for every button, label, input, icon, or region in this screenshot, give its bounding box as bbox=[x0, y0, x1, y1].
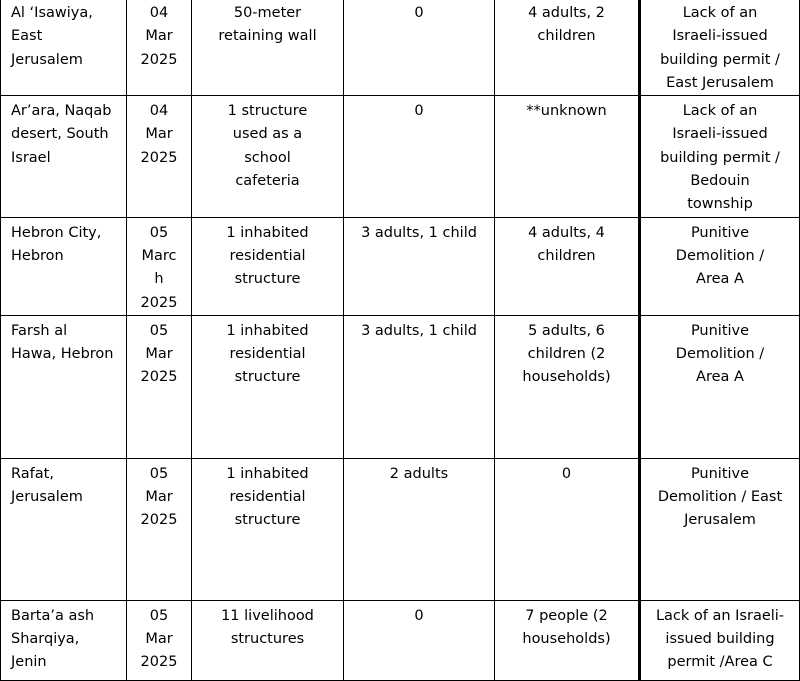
table-row bbox=[1, 0, 800, 96]
affected-cell bbox=[495, 96, 640, 217]
displaced-cell bbox=[344, 458, 495, 600]
location-cell bbox=[1, 315, 127, 458]
table-row bbox=[1, 315, 800, 458]
affected-cell bbox=[495, 0, 640, 96]
reason-text: Punitive Demolition / East Jerusalem bbox=[657, 465, 783, 529]
displaced-text: 2 adults bbox=[389, 465, 449, 482]
date-cell bbox=[127, 0, 192, 96]
location-text: Farsh al Hawa, Hebron bbox=[11, 322, 114, 363]
structures-text: 50-meter retaining wall bbox=[218, 5, 317, 45]
table-row bbox=[1, 96, 800, 217]
displaced-cell bbox=[344, 96, 495, 217]
reason-text: Punitive Demolition / Area A bbox=[675, 224, 765, 288]
affected-text: 7 people (2 households) bbox=[522, 607, 611, 648]
structures-text: 1 inhabited residential structure bbox=[226, 224, 309, 288]
reason-text: Punitive Demolition / Area A bbox=[675, 322, 765, 386]
structures-cell bbox=[192, 96, 344, 217]
structures-text: 11 livelihood structures bbox=[221, 607, 314, 648]
affected-cell bbox=[495, 458, 640, 600]
structures-text: 1 structure used as a school cafeteria bbox=[227, 103, 308, 190]
date-cell bbox=[127, 315, 192, 458]
reason-cell bbox=[640, 0, 800, 96]
displaced-text: 3 adults, 1 child bbox=[361, 322, 477, 339]
table-row bbox=[1, 217, 800, 315]
date-cell bbox=[127, 458, 192, 600]
displaced-text: 0 bbox=[414, 103, 424, 120]
affected-text: **unknown bbox=[526, 103, 607, 120]
date-text: 05 March 2025 bbox=[140, 224, 178, 311]
structures-text: 1 inhabited residential structure bbox=[226, 465, 309, 529]
displaced-cell bbox=[344, 217, 495, 315]
location-cell bbox=[1, 96, 127, 217]
location-text: Al ‘Isawiya, East Jerusalem bbox=[11, 5, 93, 68]
affected-text: 4 adults, 2 children bbox=[528, 5, 605, 45]
reason-cell bbox=[640, 315, 800, 458]
reason-cell bbox=[640, 600, 800, 680]
structures-cell bbox=[192, 458, 344, 600]
displaced-text: 3 adults, 1 child bbox=[361, 224, 477, 241]
displaced-text: 0 bbox=[414, 5, 424, 21]
location-cell bbox=[1, 217, 127, 315]
date-cell bbox=[127, 600, 192, 680]
date-text: 04 Mar 2025 bbox=[140, 103, 178, 166]
structures-cell bbox=[192, 315, 344, 458]
displaced-cell bbox=[344, 315, 495, 458]
displaced-cell bbox=[344, 0, 495, 96]
affected-text: 0 bbox=[561, 465, 572, 482]
date-text: 05 Mar 2025 bbox=[140, 322, 178, 386]
date-text: 05 Mar 2025 bbox=[140, 607, 178, 671]
displaced-text: 0 bbox=[414, 607, 424, 624]
affected-cell bbox=[495, 315, 640, 458]
affected-cell bbox=[495, 600, 640, 680]
location-text: Barta’a ash Sharqiya, Jenin bbox=[11, 607, 95, 671]
date-cell bbox=[127, 217, 192, 315]
date-text: 05 Mar 2025 bbox=[140, 465, 178, 529]
location-text: Hebron City, Hebron bbox=[11, 224, 102, 264]
reason-text: Lack of an Israeli-issued building permit / Bedouin township bbox=[660, 103, 780, 213]
structures-cell bbox=[192, 600, 344, 680]
table-row bbox=[1, 458, 800, 600]
location-text: Ar’ara, Naqab desert, South Israel bbox=[11, 103, 112, 166]
reason-text: Lack of an Israeli-issued building permit / East Jerusalem bbox=[660, 5, 780, 91]
table-row bbox=[1, 600, 800, 680]
affected-text: 5 adults, 6 children (2 households) bbox=[522, 322, 611, 386]
affected-text: 4 adults, 4 children bbox=[528, 224, 605, 264]
location-cell bbox=[1, 458, 127, 600]
reason-cell bbox=[640, 217, 800, 315]
reason-cell bbox=[640, 458, 800, 600]
location-cell bbox=[1, 600, 127, 680]
location-cell bbox=[1, 0, 127, 96]
location-text: Rafat, Jerusalem bbox=[11, 465, 83, 506]
structures-cell bbox=[192, 217, 344, 315]
reason-cell bbox=[640, 96, 800, 217]
date-text: 04 Mar 2025 bbox=[140, 5, 178, 68]
affected-cell bbox=[495, 217, 640, 315]
structures-cell bbox=[192, 0, 344, 96]
reason-text: Lack of an Israeli-issued building permit /Area C bbox=[655, 607, 785, 671]
date-cell bbox=[127, 96, 192, 217]
structures-text: 1 inhabited residential structure bbox=[226, 322, 309, 386]
displaced-cell bbox=[344, 600, 495, 680]
